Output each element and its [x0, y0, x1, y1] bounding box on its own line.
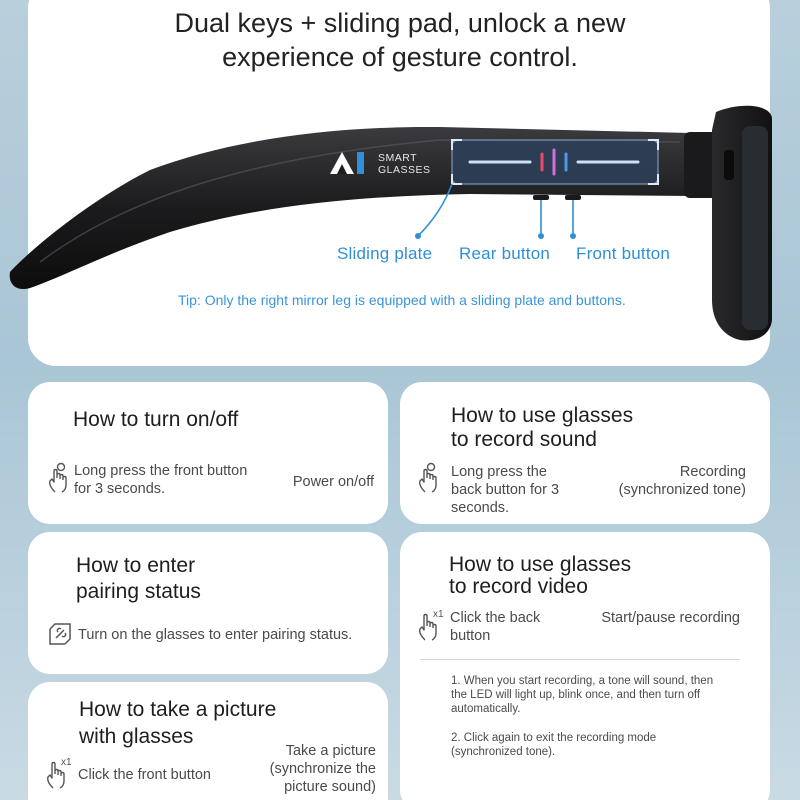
- card-power: [28, 382, 388, 524]
- tap-count-badge: x1: [433, 609, 444, 620]
- record-video-note-1: 1. When you start recording, a tone will sound, then the LED will light up, blink once, and then turn off automatically.: [451, 675, 714, 715]
- card-title: How to enter pairing status: [76, 554, 201, 603]
- headline-line-1: Dual keys + sliding pad, unlock a new: [174, 8, 626, 38]
- power-result: Power on/off: [292, 474, 374, 490]
- lens: [742, 126, 768, 330]
- power-description: Long press the front button for 3 seconds.: [74, 463, 248, 497]
- pairing-link-icon: [47, 621, 73, 647]
- headline-line-2: experience of gesture control.: [222, 42, 578, 72]
- record-video-note-2: 2. Click again to exit the recording mode (synchronized tone).: [451, 732, 657, 758]
- rear-button-shape: [533, 195, 549, 200]
- card-record-video: [400, 532, 770, 800]
- picture-description: Click the front button: [78, 767, 211, 783]
- card-pairing: [28, 532, 388, 674]
- callout-sliding-plate: Sliding plate: [337, 244, 433, 263]
- record-sound-result: Recording (synchronized tone): [618, 464, 746, 498]
- hand-press-icon: [416, 462, 442, 494]
- card-title: How to take a picture with glasses: [79, 698, 277, 748]
- card-record-sound: [400, 382, 770, 524]
- record-video-description: Click the back button: [450, 610, 541, 644]
- card-picture: [28, 682, 388, 800]
- brand-text: SMART GLASSES: [378, 152, 431, 176]
- pairing-description: Turn on the glasses to enter pairing status.: [78, 627, 353, 643]
- divider: [420, 659, 740, 660]
- front-button-shape: [565, 195, 581, 200]
- tip-text: Tip: Only the right mirror leg is equipped with a sliding plate and buttons.: [178, 292, 626, 308]
- card-title: How to turn on/off: [73, 408, 239, 431]
- callout-rear-button: Rear button: [459, 244, 551, 263]
- hand-press-icon: [46, 462, 72, 494]
- callout-front-button: Front button: [576, 244, 671, 263]
- card-title: How to use glasses to record video: [449, 553, 632, 598]
- record-sound-description: Long press the back button for 3 seconds.: [451, 464, 560, 516]
- picture-result: Take a picture (synchronize the picture sound): [269, 743, 376, 795]
- record-video-result: Start/pause recording: [601, 610, 740, 626]
- tap-count-badge: x1: [61, 757, 72, 768]
- card-title: How to use glasses to record sound: [451, 404, 634, 451]
- glasses-illustration: [0, 0, 800, 370]
